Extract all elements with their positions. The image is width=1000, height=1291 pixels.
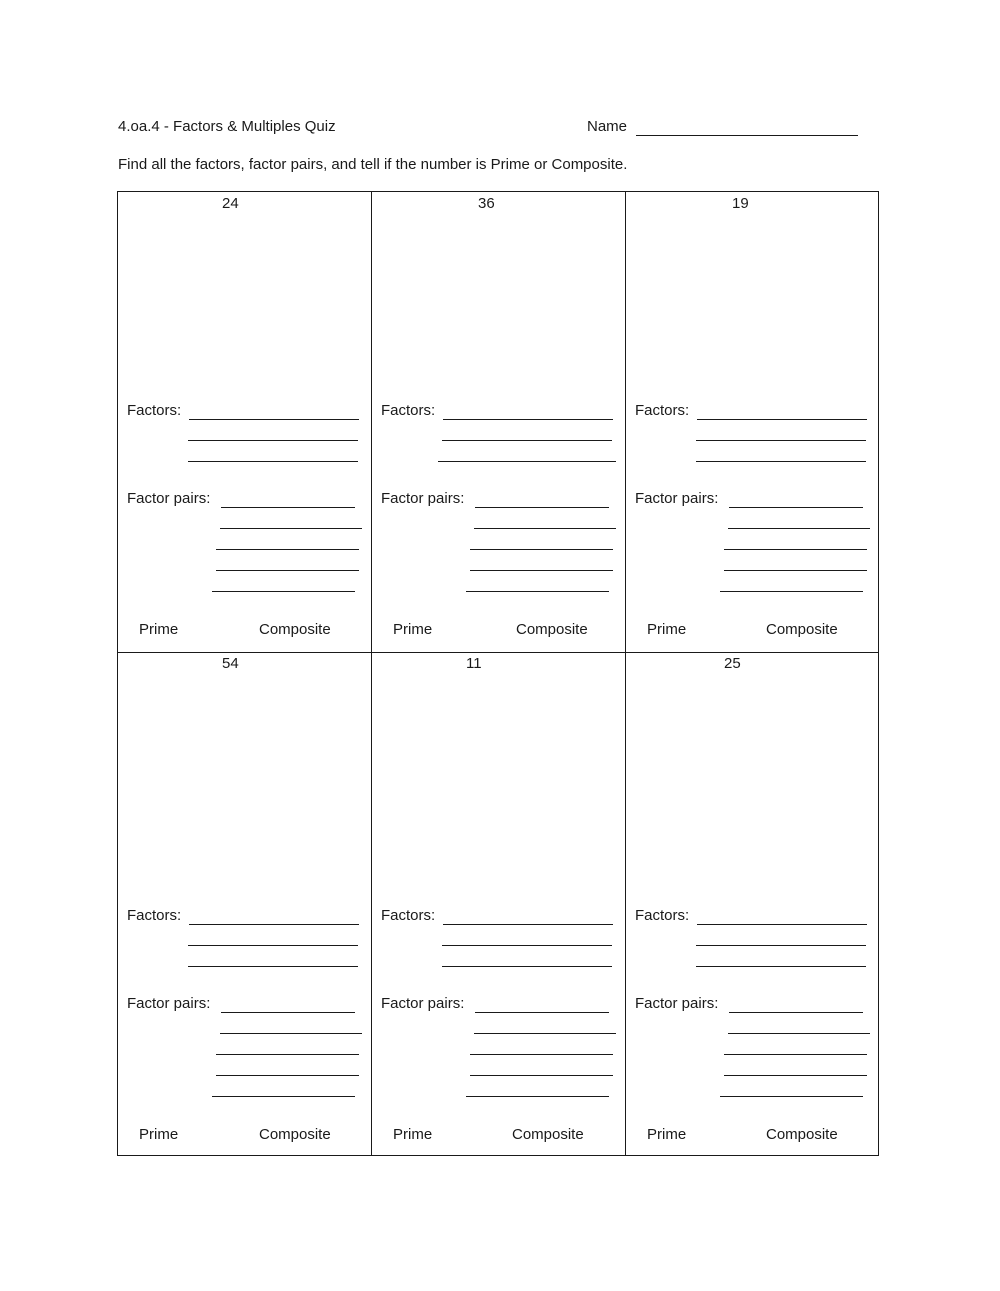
factor-pairs-answer-line[interactable] <box>466 591 609 592</box>
factor-pairs-answer-line[interactable] <box>724 570 867 571</box>
factor-pairs-label: Factor pairs: <box>127 490 211 507</box>
factor-pairs-answer-line[interactable] <box>474 528 616 529</box>
instructions-text: Find all the factors, factor pairs, and tell if the number is Prime or Composite. <box>118 156 628 173</box>
factors-label: Factors: <box>127 402 182 419</box>
prime-option[interactable]: Prime <box>647 1126 687 1143</box>
factors-label: Factors: <box>635 402 690 419</box>
factor-pairs-answer-line[interactable] <box>220 1033 362 1034</box>
cell-number: 54 <box>222 655 239 672</box>
factors-answer-line[interactable] <box>188 966 358 967</box>
factor-pairs-answer-line[interactable] <box>212 591 355 592</box>
quiz-cell <box>372 652 626 1157</box>
factor-pairs-answer-line[interactable] <box>729 507 863 508</box>
factor-pairs-label: Factor pairs: <box>635 490 719 507</box>
factors-answer-line[interactable] <box>697 924 867 925</box>
prime-option[interactable]: Prime <box>139 621 179 638</box>
factors-answer-line[interactable] <box>443 419 613 420</box>
cell-number: 19 <box>732 195 749 212</box>
factors-answer-line[interactable] <box>189 924 359 925</box>
factor-pairs-answer-line[interactable] <box>729 1012 863 1013</box>
factor-pairs-label: Factor pairs: <box>381 995 465 1012</box>
factors-answer-line[interactable] <box>696 461 866 462</box>
composite-option[interactable]: Composite <box>766 621 838 638</box>
factor-pairs-answer-line[interactable] <box>474 1033 616 1034</box>
factors-answer-line[interactable] <box>442 945 612 946</box>
factor-pairs-answer-line[interactable] <box>466 1096 609 1097</box>
factor-pairs-label: Factor pairs: <box>127 995 211 1012</box>
quiz-cell <box>626 192 879 652</box>
factors-label: Factors: <box>381 907 436 924</box>
quiz-cell <box>118 192 372 652</box>
factors-answer-line[interactable] <box>696 945 866 946</box>
factor-pairs-answer-line[interactable] <box>470 570 613 571</box>
quiz-cell <box>372 192 626 652</box>
factor-pairs-answer-line[interactable] <box>475 1012 609 1013</box>
factor-pairs-answer-line[interactable] <box>728 1033 870 1034</box>
factor-pairs-answer-line[interactable] <box>216 570 359 571</box>
factors-answer-line[interactable] <box>696 440 866 441</box>
factors-answer-line[interactable] <box>188 461 358 462</box>
factors-answer-line[interactable] <box>189 419 359 420</box>
quiz-cell <box>626 652 879 1157</box>
factor-pairs-answer-line[interactable] <box>221 1012 355 1013</box>
cell-number: 36 <box>478 195 495 212</box>
factor-pairs-answer-line[interactable] <box>724 1075 867 1076</box>
factors-label: Factors: <box>381 402 436 419</box>
factor-pairs-answer-line[interactable] <box>720 1096 863 1097</box>
cell-number: 25 <box>724 655 741 672</box>
factor-pairs-label: Factor pairs: <box>635 995 719 1012</box>
factors-answer-line[interactable] <box>697 419 867 420</box>
composite-option[interactable]: Composite <box>512 1126 584 1143</box>
quiz-cell <box>118 652 372 1157</box>
factor-pairs-answer-line[interactable] <box>724 1054 867 1055</box>
factor-pairs-answer-line[interactable] <box>724 549 867 550</box>
prime-option[interactable]: Prime <box>647 621 687 638</box>
factors-answer-line[interactable] <box>188 945 358 946</box>
name-label: Name <box>587 118 628 135</box>
factor-pairs-answer-line[interactable] <box>220 528 362 529</box>
factor-pairs-answer-line[interactable] <box>470 1054 613 1055</box>
factor-pairs-answer-line[interactable] <box>221 507 355 508</box>
factor-pairs-answer-line[interactable] <box>470 1075 613 1076</box>
factors-answer-line[interactable] <box>443 924 613 925</box>
factor-pairs-answer-line[interactable] <box>212 1096 355 1097</box>
prime-option[interactable]: Prime <box>139 1126 179 1143</box>
factor-pairs-answer-line[interactable] <box>720 591 863 592</box>
composite-option[interactable]: Composite <box>259 1126 331 1143</box>
factor-pairs-answer-line[interactable] <box>470 549 613 550</box>
quiz-title: 4.oa.4 - Factors & Multiples Quiz <box>118 118 336 135</box>
factors-answer-line[interactable] <box>188 440 358 441</box>
factors-label: Factors: <box>127 907 182 924</box>
composite-option[interactable]: Composite <box>766 1126 838 1143</box>
name-blank-line[interactable] <box>636 135 858 136</box>
quiz-grid <box>117 191 879 1156</box>
factor-pairs-answer-line[interactable] <box>728 528 870 529</box>
cell-number: 11 <box>466 655 482 672</box>
factors-answer-line[interactable] <box>696 966 866 967</box>
factors-answer-line[interactable] <box>442 966 612 967</box>
prime-option[interactable]: Prime <box>393 621 433 638</box>
factor-pairs-label: Factor pairs: <box>381 490 465 507</box>
cell-number: 24 <box>222 195 239 212</box>
factor-pairs-answer-line[interactable] <box>216 1075 359 1076</box>
prime-option[interactable]: Prime <box>393 1126 433 1143</box>
factors-answer-line[interactable] <box>442 440 612 441</box>
factors-answer-line[interactable] <box>438 461 616 462</box>
composite-option[interactable]: Composite <box>259 621 331 638</box>
factor-pairs-answer-line[interactable] <box>216 1054 359 1055</box>
factor-pairs-answer-line[interactable] <box>216 549 359 550</box>
factors-label: Factors: <box>635 907 690 924</box>
factor-pairs-answer-line[interactable] <box>475 507 609 508</box>
composite-option[interactable]: Composite <box>516 621 588 638</box>
